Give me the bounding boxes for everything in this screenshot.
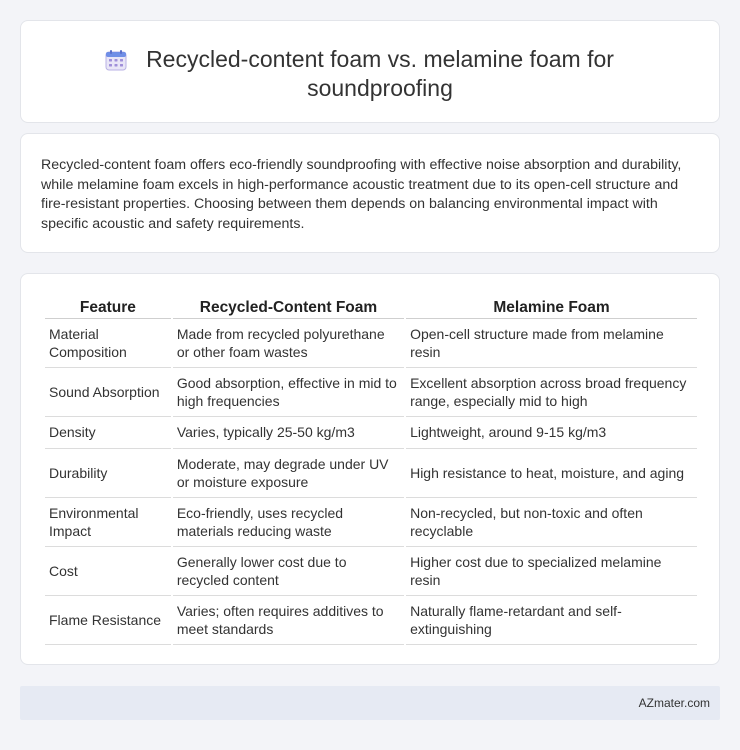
table-row [45,417,697,449]
footer-bar [20,686,720,720]
feature-cell: Environmental Impact [45,498,171,547]
footer-brand[interactable]: AZmater.com [638,696,710,710]
feature-cell: Density [45,417,171,449]
feature-cell: Cost [45,547,171,596]
feature-cell: Flame Resistance [45,596,171,645]
table-row [45,498,697,547]
feature-cell: Durability [45,449,171,498]
recycled-cell: Made from recycled polyurethane or other foam wastes [173,319,404,368]
comparison-table [43,296,699,645]
header-recycled-foam: Recycled-Content Foam [173,296,404,319]
comparison-table-card [20,273,720,665]
page-title: Recycled-content foam vs. melamine foam for soundproofing [146,46,614,101]
feature-cell: Material Composition [45,319,171,368]
table-row [45,449,697,498]
summary-text: Recycled-content foam offers eco-friendly soundproofing with effective noise absorption and durability, while melamine foam excels in high-performance acoustic treatment due to its open-cell structure and fire-resistant properties. Choosing between them depends on balancing environmental impact with specific acoustic and safety requirements. [41,157,682,232]
feature-cell: Sound Absorption [45,368,171,417]
recycled-cell: Generally lower cost due to recycled content [173,547,404,596]
recycled-cell: Varies, typically 25-50 kg/m3 [173,417,404,449]
melamine-cell: Open-cell structure made from melamine resin [406,319,697,368]
recycled-cell: Moderate, may degrade under UV or moisture exposure [173,449,404,498]
table-row [45,596,697,645]
table-row [45,547,697,596]
header-melamine-foam: Melamine Foam [406,296,697,319]
title-card [20,20,720,123]
melamine-cell: Naturally flame-retardant and self-extinguishing [406,596,697,645]
melamine-cell: Non-recycled, but non-toxic and often recyclable [406,498,697,547]
recycled-cell: Good absorption, effective in mid to high frequencies [173,368,404,417]
melamine-cell: Lightweight, around 9-15 kg/m3 [406,417,697,449]
table-row [45,319,697,368]
melamine-cell: High resistance to heat, moisture, and aging [406,449,697,498]
recycled-cell: Varies; often requires additives to meet standards [173,596,404,645]
summary-card [20,133,720,253]
header-feature: Feature [45,296,171,319]
melamine-cell: Higher cost due to specialized melamine resin [406,547,697,596]
table-header-row [45,296,697,319]
melamine-cell: Excellent absorption across broad frequency range, especially mid to high [406,368,697,417]
table-row [45,368,697,417]
recycled-cell: Eco-friendly, uses recycled materials reducing waste [173,498,404,547]
